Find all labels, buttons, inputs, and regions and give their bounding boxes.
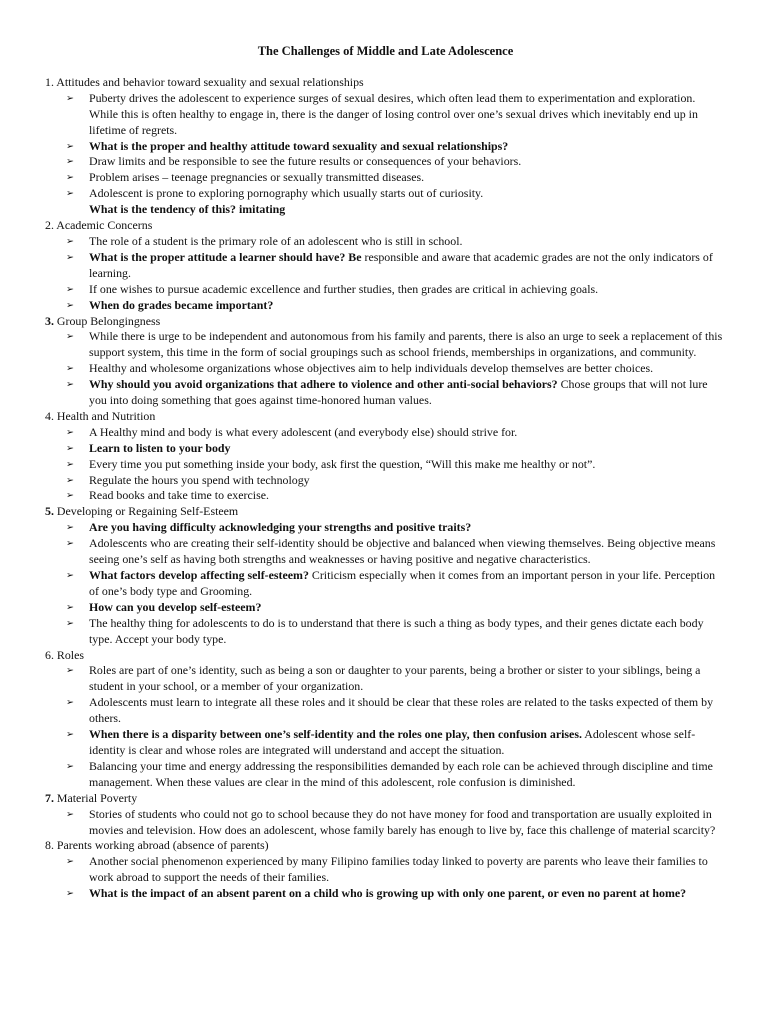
body-text: Adolescents must learn to integrate all these roles and it should be clear that these roles are related to the tasks expected of them by others. bbox=[89, 695, 714, 726]
bullet-list bbox=[45, 91, 726, 202]
bold-text: What is the proper and healthy attitude toward sexuality and sexual relationships? bbox=[89, 138, 509, 153]
section-number: 7. bbox=[45, 790, 54, 805]
arrow-bullet-icon: ➢ bbox=[66, 617, 74, 629]
bullet-item bbox=[66, 361, 726, 377]
bullet-item bbox=[66, 599, 726, 616]
document-title: The Challenges of Middle and Late Adolescence bbox=[257, 44, 514, 58]
arrow-bullet-icon: ➢ bbox=[66, 856, 74, 868]
bullet-list bbox=[45, 234, 726, 314]
bullet-item bbox=[66, 568, 726, 600]
section-number: 2. bbox=[45, 218, 54, 233]
arrow-bullet-icon: ➢ bbox=[66, 299, 74, 311]
section-title: Roles bbox=[53, 647, 84, 662]
body-text: The role of a student is the primary role of an adolescent who is still in school. bbox=[89, 233, 463, 248]
section-number: 8. bbox=[45, 838, 54, 853]
bold-text: How can you develop self-esteem? bbox=[89, 599, 262, 614]
bullet-item bbox=[66, 615, 726, 648]
section-title: Group Belongingness bbox=[53, 313, 161, 328]
section-heading bbox=[45, 504, 726, 520]
section-title: Material Poverty bbox=[53, 790, 138, 805]
section-number: 6. bbox=[45, 647, 54, 662]
bullet-item bbox=[66, 456, 726, 473]
arrow-bullet-icon: ➢ bbox=[66, 490, 74, 502]
arrow-bullet-icon: ➢ bbox=[66, 251, 74, 263]
bold-text: When do grades became important? bbox=[89, 297, 274, 312]
arrow-bullet-icon: ➢ bbox=[66, 172, 74, 184]
body-text: Chose groups that will not lure you into doing something that goes against time-honored human values. bbox=[89, 377, 708, 408]
bullet-item bbox=[66, 886, 726, 902]
bullet-list bbox=[45, 425, 726, 505]
arrow-bullet-icon: ➢ bbox=[66, 156, 74, 168]
arrow-bullet-icon: ➢ bbox=[66, 538, 74, 550]
body-text: Problem arises – teenage pregnancies or sexually transmitted diseases. bbox=[89, 170, 425, 185]
body-text: Draw limits and be responsible to see the future results or consequences of your behaviors. bbox=[89, 154, 522, 169]
bullet-item bbox=[66, 297, 726, 314]
section-title: Academic Concerns bbox=[53, 218, 153, 233]
body-text: A Healthy mind and body is what every adolescent (and everybody else) should strive for. bbox=[89, 424, 518, 439]
body-text: Another social phenomenon experienced by many Filipino families today linked to poverty are parents who leave their families to work abroad to support the needs of their families. bbox=[89, 854, 708, 885]
arrow-bullet-icon: ➢ bbox=[66, 188, 74, 200]
bullet-item bbox=[66, 536, 726, 568]
arrow-bullet-icon: ➢ bbox=[66, 665, 74, 677]
body-text: Puberty drives the adolescent to experience surges of sexual desires, which often lead them to experimentation and exploration. While this is often healthy to engage in, there is the danger of losing control over one’s sexual drives which inevitably end up in lifetime of regrets. bbox=[89, 90, 698, 137]
arrow-bullet-icon: ➢ bbox=[66, 729, 74, 741]
body-text: Adolescents who are creating their self-identity should be objective and balanced when viewing themselves. Being objective means seeing one’s self as having both strengths and weaknesses or having positive and negative characteristics. bbox=[89, 536, 716, 567]
section-title: Attitudes and behavior toward sexuality and sexual relationships bbox=[53, 74, 364, 89]
bullet-list bbox=[45, 520, 726, 647]
arrow-bullet-icon: ➢ bbox=[66, 458, 74, 470]
section-title: Developing or Regaining Self-Esteem bbox=[53, 504, 239, 519]
body-text: Roles are part of one’s identity, such as being a son or daughter to your parents, being a brother or sister to your siblings, being a student in your school, or a member of your organization. bbox=[89, 663, 701, 694]
arrow-bullet-icon: ➢ bbox=[66, 570, 74, 581]
followup-question: What is the tendency of this? imitating bbox=[89, 202, 286, 217]
arrow-bullet-icon: ➢ bbox=[66, 888, 74, 900]
body-text: Balancing your time and energy addressing the responsibilities demanded by each role can be achieved through discipline and time management. When these values are clear in the mind of this adolescent, role confusion is diminished. bbox=[89, 758, 713, 789]
section-number: 3. bbox=[45, 313, 54, 328]
section-number: 4. bbox=[45, 408, 54, 423]
section-heading bbox=[45, 218, 726, 234]
section-number: 1. bbox=[45, 74, 54, 89]
bold-text: Are you having difficulty acknowledging your strengths and positive traits? bbox=[89, 520, 472, 535]
section-number: 5. bbox=[45, 504, 54, 519]
bullet-item bbox=[66, 695, 726, 727]
bullet-item bbox=[66, 806, 726, 839]
body-text: Stories of students who could not go to school because they do not have money for food and transportation are usually exploited in movies and television. How does an adolescent, whose family barely has enough to live by, face this challenge of material scarcity? bbox=[89, 806, 716, 837]
bullet-item bbox=[66, 90, 726, 139]
bullet-item bbox=[66, 758, 726, 791]
bullet-item bbox=[66, 488, 726, 504]
body-text: responsible and aware that academic grades are not the only indicators of learning. bbox=[89, 249, 713, 280]
bullet-item bbox=[66, 186, 726, 202]
bold-text: Learn to listen to your body bbox=[89, 440, 231, 455]
arrow-bullet-icon: ➢ bbox=[66, 363, 74, 375]
bullet-item bbox=[66, 170, 726, 186]
arrow-bullet-icon: ➢ bbox=[66, 235, 74, 247]
arrow-bullet-icon: ➢ bbox=[66, 522, 74, 534]
bold-text: Why should you avoid organizations that adhere to violence and other anti-social behaviors? bbox=[89, 377, 558, 392]
body-text: The healthy thing for adolescents to do is to understand that there is such a thing as body types, and their genes dictate each body type. Accept your body type. bbox=[89, 615, 704, 646]
bullet-item bbox=[66, 138, 726, 155]
arrow-bullet-icon: ➢ bbox=[66, 760, 74, 772]
bullet-list bbox=[45, 807, 726, 839]
section-heading bbox=[45, 409, 726, 425]
bold-text: What is the proper attitude a learner should have? Be bbox=[89, 249, 362, 264]
bullet-item bbox=[66, 727, 726, 759]
bullet-item bbox=[66, 424, 726, 441]
arrow-bullet-icon: ➢ bbox=[66, 442, 74, 454]
body-text: Adolescent is prone to exploring pornography which usually starts out of curiosity. bbox=[89, 186, 484, 201]
bullet-item bbox=[66, 377, 726, 409]
body-text: Read books and take time to exercise. bbox=[89, 488, 269, 503]
section-title: Health and Nutrition bbox=[53, 408, 156, 423]
arrow-bullet-icon: ➢ bbox=[66, 140, 74, 152]
bullet-item bbox=[66, 249, 726, 282]
body-text: Criticism especially when it comes from an important person in your life. Perception of one’s body type and Grooming. bbox=[89, 568, 716, 598]
body-text: Regulate the hours you spend with technology bbox=[89, 472, 310, 487]
body-text: Every time you put something inside your body, ask first the question, “Will this make me healthy or not”. bbox=[89, 456, 596, 471]
body-text: If one wishes to pursue academic excellence and further studies, then grades are critical in achieving goals. bbox=[89, 281, 599, 296]
bullet-item bbox=[66, 281, 726, 298]
arrow-bullet-icon: ➢ bbox=[66, 808, 74, 820]
body-text: Healthy and wholesome organizations whose objectives aim to help individuals develop themselves are better choices. bbox=[89, 361, 654, 376]
document-body bbox=[45, 75, 726, 902]
bullet-list bbox=[45, 663, 726, 790]
bullet-item bbox=[66, 440, 726, 457]
section-heading bbox=[45, 791, 726, 807]
arrow-bullet-icon: ➢ bbox=[66, 697, 74, 709]
bullet-item bbox=[66, 154, 726, 170]
arrow-bullet-icon: ➢ bbox=[66, 601, 74, 613]
bullet-item bbox=[66, 233, 726, 250]
bullet-item bbox=[66, 472, 726, 489]
bullet-item bbox=[66, 854, 726, 886]
bullet-list bbox=[45, 854, 726, 902]
arrow-bullet-icon: ➢ bbox=[66, 331, 74, 343]
section-heading bbox=[45, 838, 726, 854]
bold-text: What factors develop affecting self-esteem? bbox=[89, 568, 309, 582]
bold-text: When there is a disparity between one’s self-identity and the roles one play, then confusion arises. bbox=[89, 727, 582, 742]
bold-text: What is the impact of an absent parent on a child who is growing up with only one parent, or even no parent at home? bbox=[89, 886, 687, 901]
arrow-bullet-icon: ➢ bbox=[66, 283, 74, 295]
bullet-list bbox=[45, 329, 726, 409]
section-heading bbox=[45, 75, 726, 91]
bullet-item bbox=[66, 663, 726, 695]
arrow-bullet-icon: ➢ bbox=[66, 426, 74, 438]
arrow-bullet-icon: ➢ bbox=[66, 379, 74, 391]
section-title: Parents working abroad (absence of parents) bbox=[53, 838, 269, 853]
section-heading bbox=[45, 314, 726, 330]
section-heading bbox=[45, 648, 726, 664]
body-text: Adolescent whose self-identity is clear and whose roles are integrated will understand and accept the situation. bbox=[89, 727, 696, 757]
bullet-item bbox=[66, 329, 726, 361]
arrow-bullet-icon: ➢ bbox=[66, 474, 74, 486]
bullet-item bbox=[66, 520, 726, 536]
arrow-bullet-icon: ➢ bbox=[66, 92, 74, 104]
body-text: While there is urge to be independent and autonomous from his family and parents, there is also an urge to seek a replacement of this support system, this time in the form of social groupings such as school friends, memberships in organizations, and community. bbox=[89, 329, 723, 360]
